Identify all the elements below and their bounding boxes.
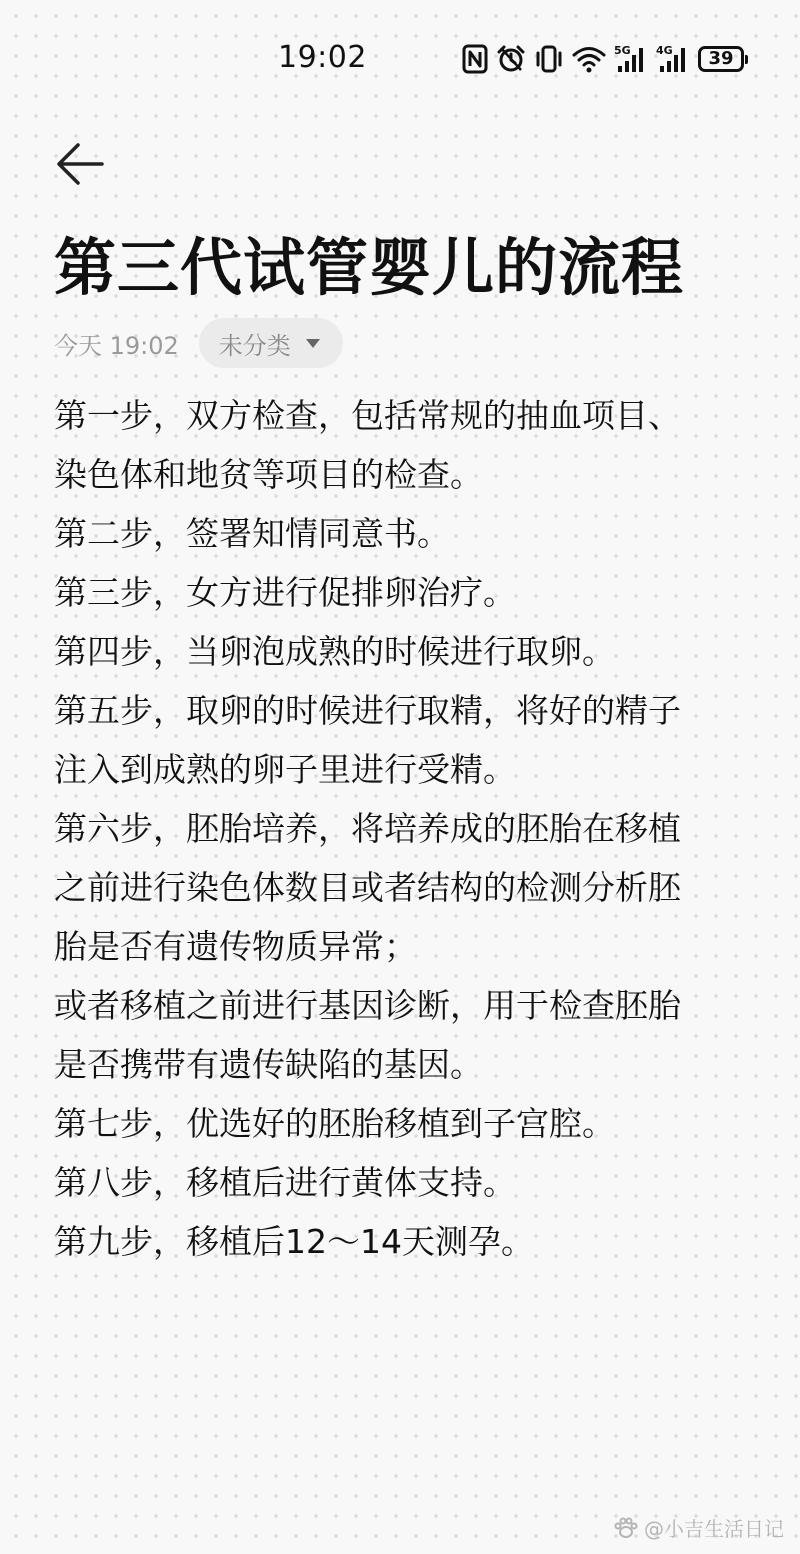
5g-signal-icon xyxy=(614,44,648,74)
status-time: 19:02 xyxy=(278,40,367,75)
note-line: 第四步，当卵泡成熟的时候进行取卵。 xyxy=(54,632,615,671)
note-line: 胎是否有遗传物质异常； xyxy=(54,927,417,966)
signal-1-label: 5G xyxy=(614,44,631,57)
category-dropdown[interactable] xyxy=(199,318,343,368)
alarm-icon xyxy=(496,44,526,74)
caret-down-icon xyxy=(305,337,321,349)
paw-logo-icon xyxy=(614,1517,638,1539)
note-body[interactable] xyxy=(54,386,764,1271)
note-line: 第一步，双方检查，包括常规的抽血项目、 xyxy=(54,396,681,435)
back-button[interactable] xyxy=(54,140,106,188)
battery-level: 39 xyxy=(708,48,734,69)
note-line: 第二步，签署知情同意书。 xyxy=(54,514,450,553)
vibrate-icon xyxy=(534,44,564,74)
note-date: 今天 19:02 xyxy=(54,331,179,360)
status-icons xyxy=(462,42,744,76)
note-line: 第五步，取卵的时候进行取精，将好的精子 xyxy=(54,691,681,730)
4g-signal-icon xyxy=(656,44,690,74)
note-title[interactable]: 第三代试管婴儿的流程 xyxy=(54,231,685,304)
note-meta xyxy=(54,318,343,368)
watermark xyxy=(614,1513,784,1542)
watermark-text: @小吉生活日记 xyxy=(644,1517,784,1541)
signal-2-label: 4G xyxy=(656,44,673,57)
note-line: 是否携带有遗传缺陷的基因。 xyxy=(54,1045,483,1084)
note-line: 染色体和地贫等项目的检查。 xyxy=(54,455,483,494)
battery-icon xyxy=(698,46,744,72)
note-line: 之前进行染色体数目或者结构的检测分析胚 xyxy=(54,868,681,907)
note-line: 第三步，女方进行促排卵治疗。 xyxy=(54,573,516,612)
wifi-icon xyxy=(572,45,606,73)
note-line: 第六步，胚胎培养，将培养成的胚胎在移植 xyxy=(54,809,681,848)
note-line: 注入到成熟的卵子里进行受精。 xyxy=(54,750,516,789)
status-bar xyxy=(0,0,800,120)
nfc-icon xyxy=(462,44,488,74)
note-line: 第七步，优选好的胚胎移植到子宫腔。 xyxy=(54,1104,615,1143)
category-label: 未分类 xyxy=(218,331,291,360)
arrow-left-icon xyxy=(54,140,106,188)
note-line: 第八步，移植后进行黄体支持。 xyxy=(54,1163,516,1202)
note-line: 第九步，移植后12～14天测孕。 xyxy=(54,1222,534,1261)
note-line: 或者移植之前进行基因诊断，用于检查胚胎 xyxy=(54,986,681,1025)
